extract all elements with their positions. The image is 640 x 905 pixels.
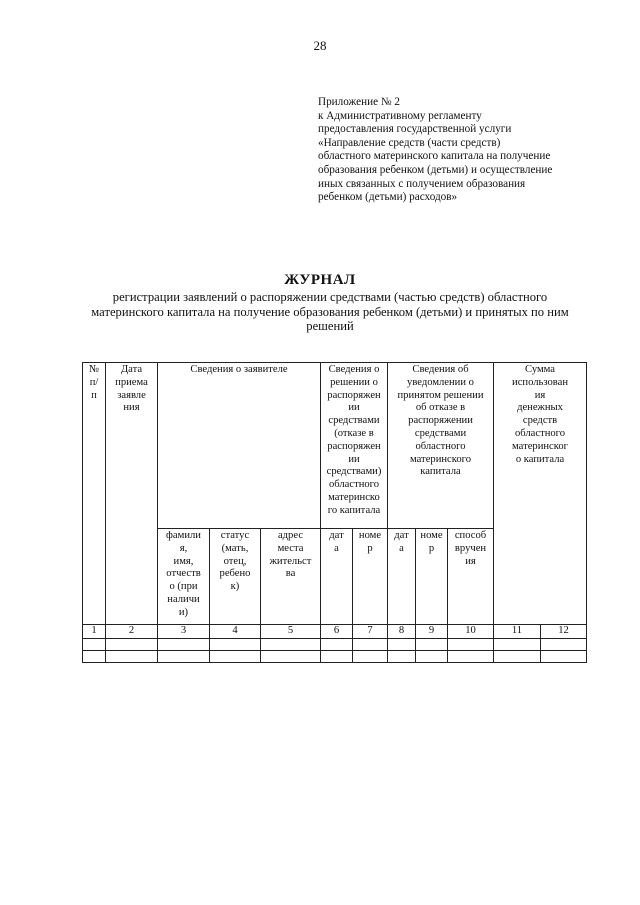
column-number: 2 [106, 625, 158, 639]
document-title: ЖУРНАЛ [284, 272, 356, 288]
table-cell [158, 651, 210, 663]
column-number: 6 [321, 625, 353, 639]
subheader-full-name: фамили я, имя, отчеств о (при наличи и) [158, 529, 210, 625]
column-number: 9 [416, 625, 448, 639]
column-number: 1 [83, 625, 106, 639]
subheader-address: адрес места жительст ва [261, 529, 321, 625]
table-cell [83, 639, 106, 651]
table-row [83, 639, 587, 651]
column-number: 8 [388, 625, 416, 639]
subheader-notification-date: дат а [388, 529, 416, 625]
table-cell [494, 651, 541, 663]
table-cell [416, 639, 448, 651]
column-number: 5 [261, 625, 321, 639]
subheader-status: статус (мать, отец, ребено к) [210, 529, 261, 625]
appendix-line: к Административному регламенту [318, 109, 482, 122]
appendix-line: предоставления государственной услуги [318, 123, 512, 136]
table-cell [158, 639, 210, 651]
table-cell [106, 651, 158, 663]
table-cell [210, 639, 261, 651]
subheader-delivery-method: способ вручен ия [448, 529, 494, 625]
subtitle-line: материнского капитала на получение образования ребенком (детьми) и принятых по ним [91, 304, 569, 319]
column-number: 3 [158, 625, 210, 639]
table-cell [321, 651, 353, 663]
subheader-decision-date: дат а [321, 529, 353, 625]
header-amount: Сумма использован ия денежных средств областного материнског о капитала [494, 363, 587, 625]
column-number: 12 [541, 625, 587, 639]
table-cell [448, 639, 494, 651]
table-cell [210, 651, 261, 663]
column-number: 10 [448, 625, 494, 639]
appendix-block [318, 96, 588, 205]
table-row [83, 651, 587, 663]
subheader-notification-number: номе р [416, 529, 448, 625]
table-cell [494, 639, 541, 651]
column-number: 11 [494, 625, 541, 639]
subtitle-line: решений [306, 319, 354, 334]
table-cell [106, 639, 158, 651]
journal-table [82, 362, 587, 663]
appendix-line: областного материнского капитала на получение [318, 150, 551, 163]
appendix-line: иных связанных с получением образования [318, 177, 526, 190]
header-decision: Сведения о решении о распоряжен ии средствами (отказе в распоряжен ии средствами) областного материнско го капитала [321, 363, 388, 529]
document-subtitle [60, 290, 600, 334]
page-number: 28 [313, 38, 327, 53]
header-applicant: Сведения о заявителе [158, 363, 321, 529]
header-row-number: № п/ п [83, 363, 106, 625]
table-cell [448, 651, 494, 663]
table-cell [353, 651, 388, 663]
column-number: 4 [210, 625, 261, 639]
header-date-received: Дата приема заявле ния [106, 363, 158, 625]
appendix-line: ребенком (детьми) расходов» [318, 191, 458, 204]
table-cell [541, 639, 587, 651]
table-cell [261, 639, 321, 651]
appendix-line: образования ребенком (детьми) и осуществление [318, 163, 553, 176]
subheader-decision-number: номе р [353, 529, 388, 625]
table-cell [388, 639, 416, 651]
header-notification: Сведения об уведомлении о принятом решении об отказе в распоряжении средствами областного материнского капитала [388, 363, 494, 529]
column-number: 7 [353, 625, 388, 639]
table-cell [83, 651, 106, 663]
table-cell [388, 651, 416, 663]
column-number-row [83, 625, 587, 639]
table-cell [541, 651, 587, 663]
subtitle-line: регистрации заявлений о распоряжении средствами (частью средств) областного [112, 290, 548, 304]
table-cell [353, 639, 388, 651]
table-cell [321, 639, 353, 651]
table-cell [261, 651, 321, 663]
appendix-line: «Направление средств (части средств) [318, 136, 501, 149]
table-cell [416, 651, 448, 663]
appendix-line: Приложение № 2 [318, 96, 400, 108]
